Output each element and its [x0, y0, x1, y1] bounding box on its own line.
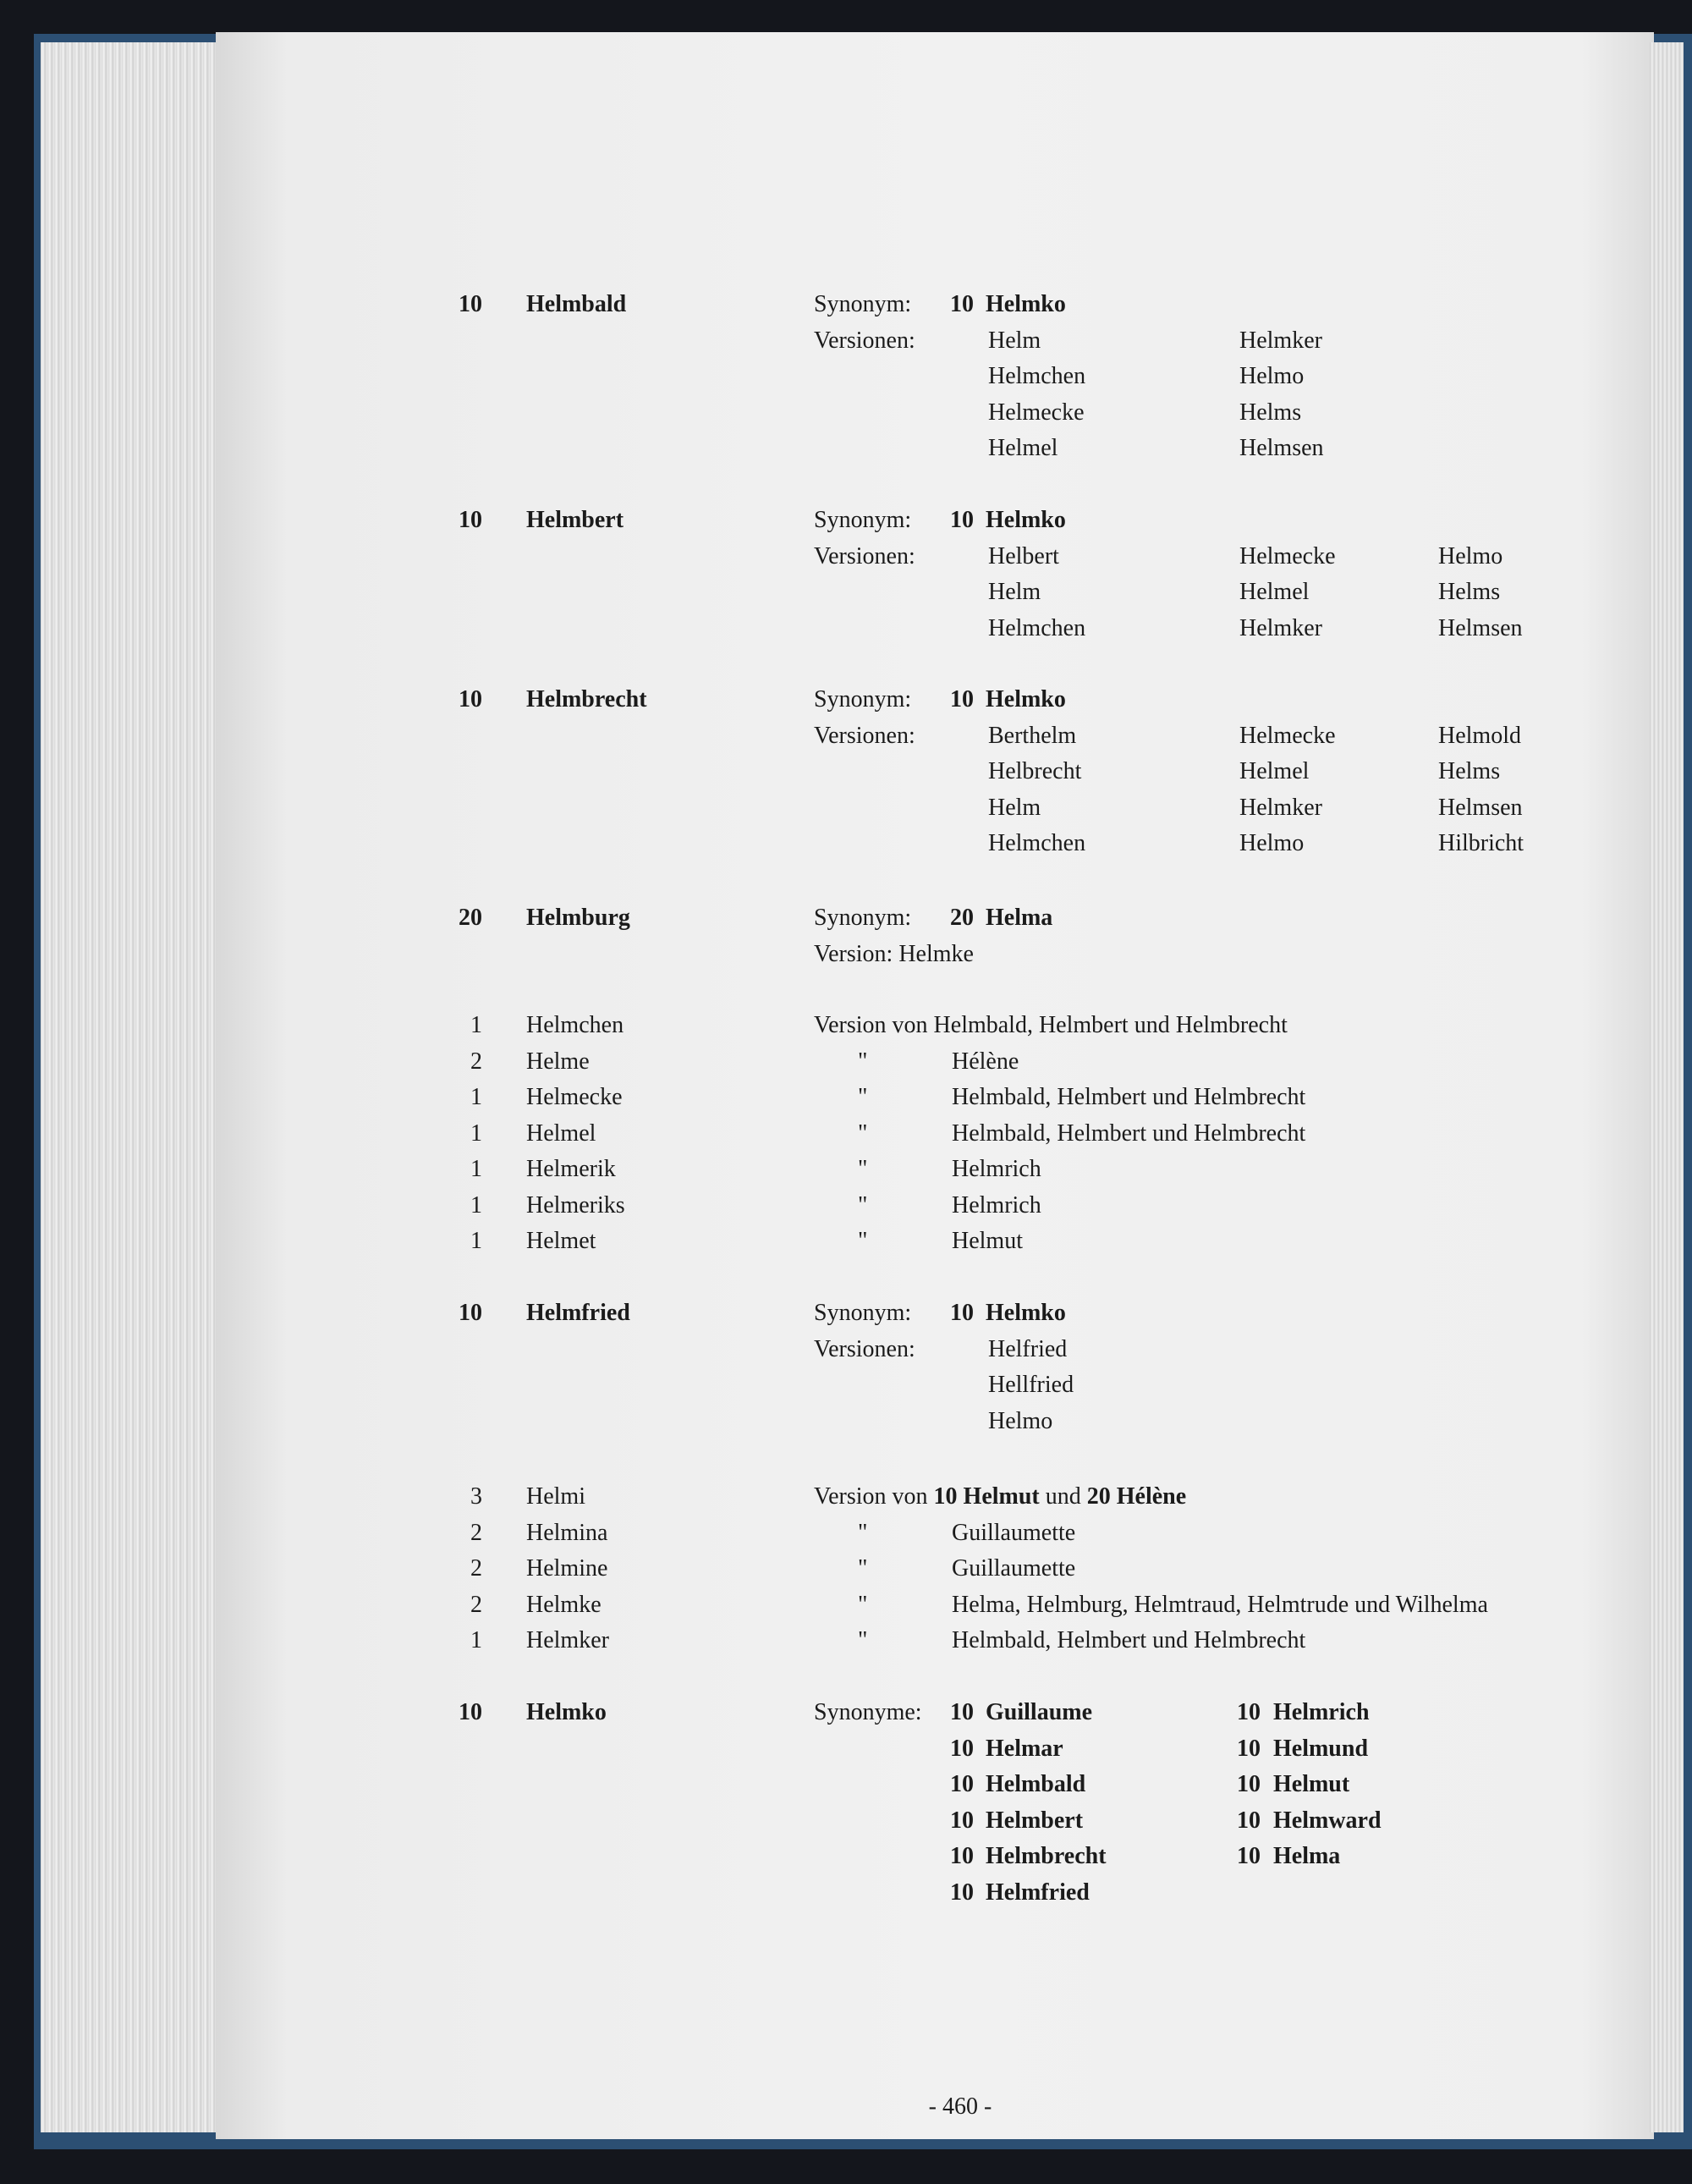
synonym-name: Helmbald — [986, 1771, 1086, 1797]
inline-text: " — [858, 1120, 868, 1147]
entry-name: Helmbrecht — [526, 686, 647, 712]
entry-count: 10 — [459, 686, 482, 712]
page-number: - 460 - — [928, 2093, 992, 2120]
entry-count: 1 — [470, 1191, 482, 1219]
entry-reference-target: Helma, Helmburg, Helmtraud, Helmtrude und Wilhelma — [952, 1591, 1488, 1618]
inline-text: 20 Hélène — [1086, 1483, 1187, 1510]
synonym-name: Helmko — [986, 291, 1066, 317]
inline-text: Version von Helmbald, Helmbert und Helmbrecht — [814, 1012, 1288, 1038]
entry-label: Synonym: — [814, 507, 912, 533]
entry-reference — [858, 1191, 867, 1220]
synonym-name: Helmar — [986, 1735, 1063, 1762]
entry-count: 1 — [470, 1012, 482, 1038]
entry-reference — [858, 1227, 867, 1256]
synonym-name: Helmut — [1273, 1771, 1350, 1797]
synonym-name: Helmund — [1273, 1735, 1369, 1762]
entry-name: Helmet — [526, 1228, 596, 1254]
entry-reference-target: Hélène — [952, 1048, 1019, 1075]
entry-count: 1 — [470, 1120, 482, 1147]
synonym-name: Helmbrecht — [986, 1843, 1107, 1869]
synonym-number: 10 — [950, 1879, 974, 1906]
inline-text: " — [858, 1084, 868, 1110]
version-name: Helmecke — [988, 399, 1085, 426]
version-name: Helms — [1438, 579, 1501, 605]
version-name: Helmecke — [1239, 542, 1336, 569]
entry-label: Synonym: — [814, 1300, 912, 1326]
entry-count: 1 — [470, 1084, 482, 1110]
version-name: Helmo — [1438, 542, 1503, 569]
versions-label: Versionen: — [814, 722, 915, 749]
version-name: Helmchen — [988, 614, 1086, 641]
entry-reference-target: Helmbald, Helmbert und Helmbrecht — [952, 1120, 1306, 1147]
synonym-number: 10 — [950, 1771, 974, 1797]
entry-reference — [858, 1155, 867, 1184]
entry-reference — [814, 1011, 1288, 1040]
entry-name: Helmburg — [526, 905, 630, 931]
entry-name: Helmeriks — [526, 1191, 625, 1219]
entry-reference — [858, 1519, 867, 1548]
entry-reference-target: Helmrich — [952, 1156, 1041, 1182]
synonym-name: Helma — [1273, 1843, 1341, 1869]
synonym-number: 10 — [1237, 1843, 1261, 1869]
version-name: Helmsen — [1239, 435, 1324, 461]
synonym-number: 10 — [950, 1735, 974, 1762]
inline-text: " — [858, 1228, 868, 1254]
entry-reference — [858, 1554, 867, 1583]
synonym-number: 10 — [950, 1699, 974, 1725]
synonym-number: 10 — [950, 686, 974, 712]
versions-label: Versionen: — [814, 542, 915, 569]
entry-name: Helmine — [526, 1555, 608, 1582]
entry-label: Synonym: — [814, 905, 912, 931]
entry-reference-target: Helmrich — [952, 1191, 1041, 1219]
entry-count: 10 — [459, 507, 482, 533]
entry-name: Helme — [526, 1048, 590, 1075]
entry-name: Helmina — [526, 1519, 608, 1546]
inline-text: " — [858, 1627, 868, 1653]
entry-name: Helmerik — [526, 1156, 616, 1182]
version-name: Helmo — [988, 1407, 1053, 1434]
version-name: Hilbricht — [1438, 830, 1524, 856]
synonym-name: Helmrich — [1273, 1699, 1370, 1725]
version-name: Helmker — [1239, 614, 1322, 641]
synonym-number: 20 — [950, 905, 974, 931]
version-name: Helmo — [1239, 363, 1305, 389]
synonym-number: 10 — [950, 507, 974, 533]
inline-text: " — [858, 1555, 868, 1582]
entry-count: 2 — [470, 1048, 482, 1075]
version-name: Helbrecht — [988, 758, 1082, 784]
version-name: Helmo — [1239, 830, 1305, 856]
entry-label: Synonym: — [814, 291, 912, 317]
version-name: Helmel — [988, 435, 1058, 461]
synonym-number: 10 — [1237, 1735, 1261, 1762]
synonym-number: 10 — [950, 1843, 974, 1869]
inline-text: " — [858, 1048, 868, 1075]
entry-name: Helmel — [526, 1120, 596, 1147]
version-name: Helmsen — [1438, 794, 1523, 821]
version-name: Hellfried — [988, 1372, 1074, 1398]
synonym-name: Helmfried — [986, 1879, 1090, 1906]
entry-reference-target: Helmut — [952, 1228, 1023, 1254]
inline-text: und — [1039, 1483, 1087, 1510]
entry-count: 10 — [459, 291, 482, 317]
entry-reference — [858, 1120, 867, 1148]
version-name: Helfried — [988, 1335, 1068, 1362]
version-name: Helm — [988, 327, 1041, 354]
inline-text: " — [858, 1156, 868, 1182]
entry-name: Helmko — [526, 1699, 607, 1725]
entry-reference-target: Guillaumette — [952, 1555, 1076, 1582]
entry-reference — [858, 1626, 867, 1655]
version-name: Helmsen — [1438, 614, 1523, 641]
entry-count: 3 — [470, 1483, 482, 1510]
version-name: Helmecke — [1239, 722, 1336, 749]
entry-name: Helmfried — [526, 1300, 630, 1326]
synonym-name: Helma — [986, 905, 1053, 931]
synonym-number: 10 — [1237, 1699, 1261, 1725]
version-name: Helmker — [1239, 794, 1322, 821]
synonym-name: Helmbert — [986, 1807, 1084, 1834]
entry-count: 2 — [470, 1591, 482, 1618]
entry-count: 20 — [459, 905, 482, 931]
synonym-name: Guillaume — [986, 1699, 1093, 1725]
inline-text: " — [858, 1591, 868, 1618]
entry-count: 2 — [470, 1555, 482, 1582]
version-name: Helmchen — [988, 830, 1086, 856]
entry-name: Helmchen — [526, 1012, 624, 1038]
synonym-number: 10 — [1237, 1807, 1261, 1834]
entry-reference-target: Helmbald, Helmbert und Helmbrecht — [952, 1084, 1306, 1110]
version-name: Helmel — [1239, 579, 1310, 605]
synonym-number: 10 — [950, 291, 974, 317]
entry-count: 10 — [459, 1699, 482, 1725]
entry-label: Synonym: — [814, 686, 912, 712]
synonym-name: Helmko — [986, 686, 1066, 712]
inline-text: " — [858, 1191, 868, 1219]
version-name: Helmchen — [988, 363, 1086, 389]
synonym-number: 10 — [950, 1807, 974, 1834]
synonym-name: Helmko — [986, 507, 1066, 533]
version-name: Helmel — [1239, 758, 1310, 784]
version-name: Helbert — [988, 542, 1059, 569]
synonym-name: Helmward — [1273, 1807, 1382, 1834]
entry-count: 2 — [470, 1519, 482, 1546]
inline-text: " — [858, 1519, 868, 1546]
version-name: Helm — [988, 579, 1041, 605]
entry-name: Helmi — [526, 1483, 585, 1510]
synonym-number: 10 — [1237, 1771, 1261, 1797]
synonym-name: Helmko — [986, 1300, 1066, 1326]
inline-text: 10 Helmut — [933, 1483, 1040, 1510]
entry-name: Helmke — [526, 1591, 602, 1618]
entry-reference — [858, 1591, 867, 1620]
entry-count: 1 — [470, 1228, 482, 1254]
version-name: Helmold — [1438, 722, 1521, 749]
entry-reference-target: Helmbald, Helmbert und Helmbrecht — [952, 1627, 1306, 1653]
versions-label: Versionen: — [814, 327, 915, 354]
version-name: Helm — [988, 794, 1041, 821]
entry-reference — [858, 1083, 867, 1112]
entry-name: Helmecke — [526, 1084, 623, 1110]
entry-reference — [858, 1048, 867, 1076]
version-line: Version: Helmke — [814, 940, 974, 967]
version-name: Helms — [1438, 758, 1501, 784]
version-name: Berthelm — [988, 722, 1077, 749]
synonym-number: 10 — [950, 1300, 974, 1326]
entry-reference-target: Guillaumette — [952, 1519, 1076, 1546]
version-name: Helms — [1239, 399, 1302, 426]
version-name: Helmker — [1239, 327, 1322, 354]
versions-label: Versionen: — [814, 1335, 915, 1362]
entry-label: Synonyme: — [814, 1699, 922, 1725]
entry-reference — [814, 1483, 1186, 1511]
entry-count: 1 — [470, 1156, 482, 1182]
entry-name: Helmbald — [526, 291, 627, 317]
entry-name: Helmker — [526, 1627, 609, 1653]
entry-count: 10 — [459, 1300, 482, 1326]
inline-text: Version von — [814, 1483, 934, 1510]
entry-count: 1 — [470, 1627, 482, 1653]
entry-name: Helmbert — [526, 507, 624, 533]
